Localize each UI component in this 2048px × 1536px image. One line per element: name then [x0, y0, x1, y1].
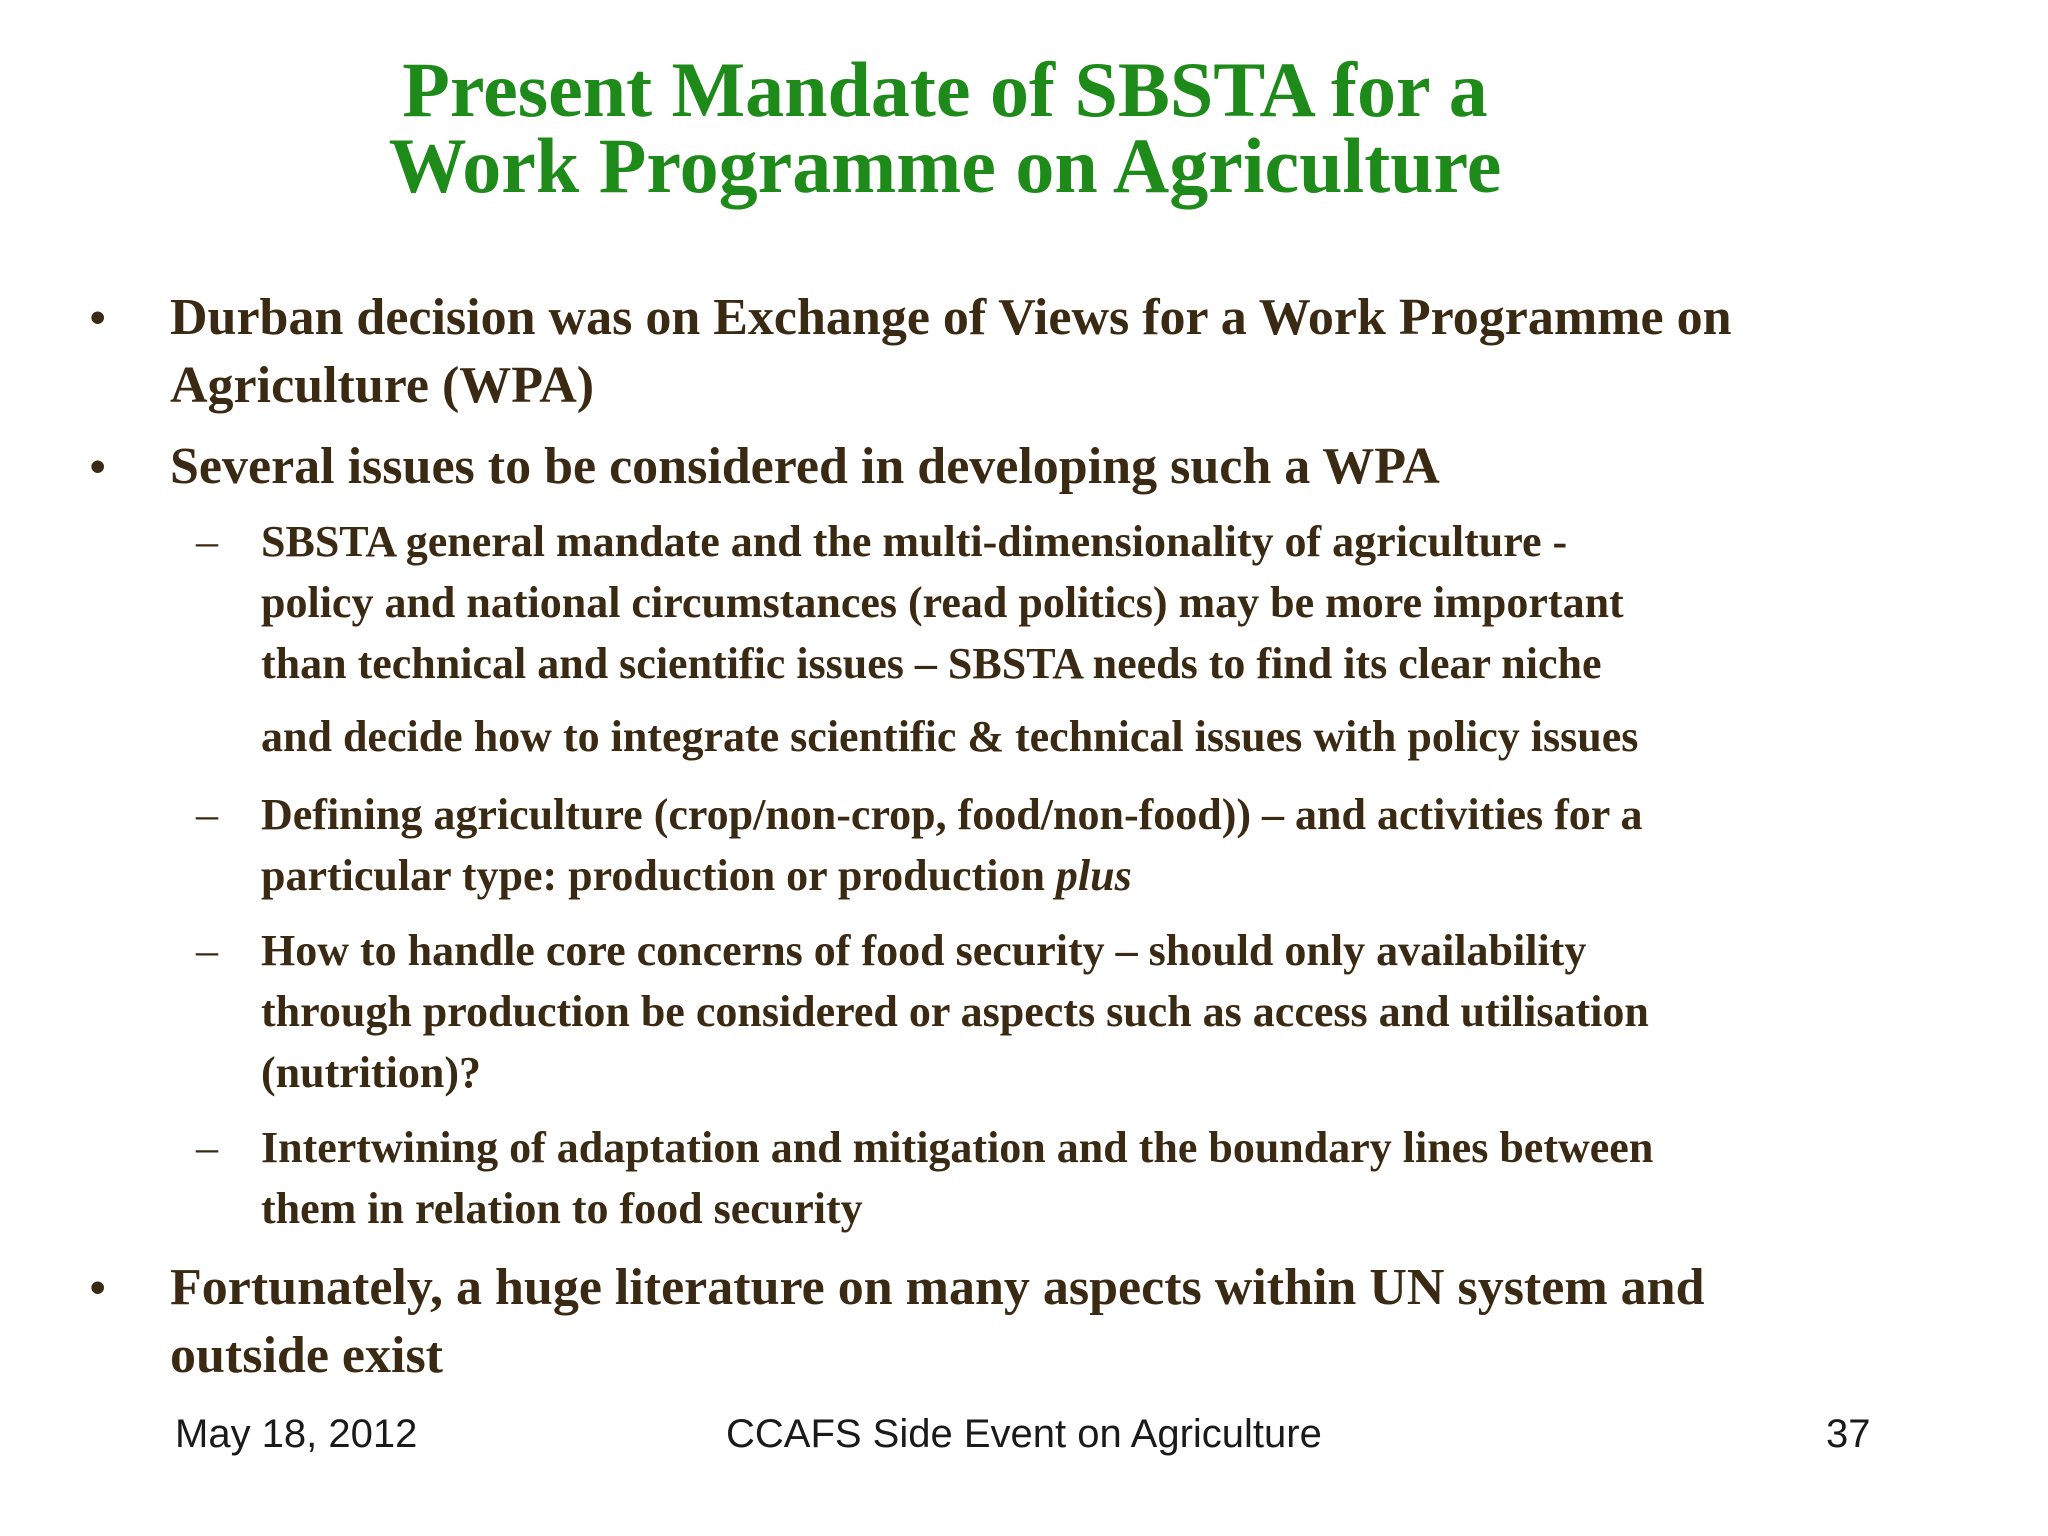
subbullet-marker: – [196, 1123, 218, 1172]
bullet-marker: • [90, 442, 106, 491]
subbullet-text [261, 784, 1643, 906]
footer-page-number: 37 [1826, 1412, 1871, 1456]
subbullet-line: through production be considered or aspects such as access and utilisation [261, 987, 1649, 1036]
subbullet-marker: – [196, 926, 218, 975]
subbullet-line: (nutrition)? [261, 1048, 481, 1097]
subbullet-line: How to handle core concerns of food security – should only availability [261, 926, 1587, 975]
subbullet-line: policy and national circumstances (read politics) may be more important [261, 578, 1624, 627]
bullet-line: Fortunately, a huge literature on many aspects within UN system and [170, 1259, 1705, 1316]
bullet-text [170, 284, 1732, 420]
subbullet-line-text: particular type: production or production [261, 851, 1056, 900]
subbullet-line: than technical and scientific issues – SBSTA needs to find its clear niche [261, 639, 1602, 688]
subbullet-marker: – [196, 517, 218, 566]
subbullet-line: Defining agriculture (crop/non-crop, food/non-food)) – and activities for a [261, 790, 1643, 839]
subbullet-line: them in relation to food security [261, 1184, 863, 1233]
subbullet-line: and decide how to integrate scientific & technical issues with policy issues [261, 712, 1639, 761]
subbullet-line: Intertwining of adaptation and mitigation and the boundary lines between [261, 1123, 1654, 1172]
subbullet-text [261, 920, 1649, 1103]
bullet-marker: • [90, 1263, 106, 1312]
bullet-line: Agriculture (WPA) [170, 357, 595, 414]
subbullet-italic-text: plus [1055, 851, 1132, 900]
bullet-line: Several issues to be considered in developing such a WPA [170, 438, 1440, 495]
slide-title-line-2: Work Programme on Agriculture [388, 122, 1502, 209]
subbullet-line [261, 845, 1643, 906]
bullet-text [170, 433, 1440, 501]
slide-title [140, 46, 1750, 209]
footer-date: May 18, 2012 [175, 1412, 418, 1456]
subbullet-line: SBSTA general mandate and the multi-dimensionality of agriculture - [261, 517, 1568, 566]
subbullet-text [261, 1117, 1653, 1239]
bullet-line: Durban decision was on Exchange of Views for a Work Programme on [170, 289, 1732, 346]
subbullet-text [261, 511, 1638, 767]
footer-event-name: CCAFS Side Event on Agriculture [726, 1412, 1322, 1456]
bullet-text [170, 1254, 1704, 1390]
slide-title-line-1: Present Mandate of SBSTA for a [402, 46, 1488, 133]
subbullet-marker: – [196, 790, 218, 839]
bullet-line: outside exist [170, 1327, 443, 1384]
bullet-marker: • [90, 293, 106, 342]
